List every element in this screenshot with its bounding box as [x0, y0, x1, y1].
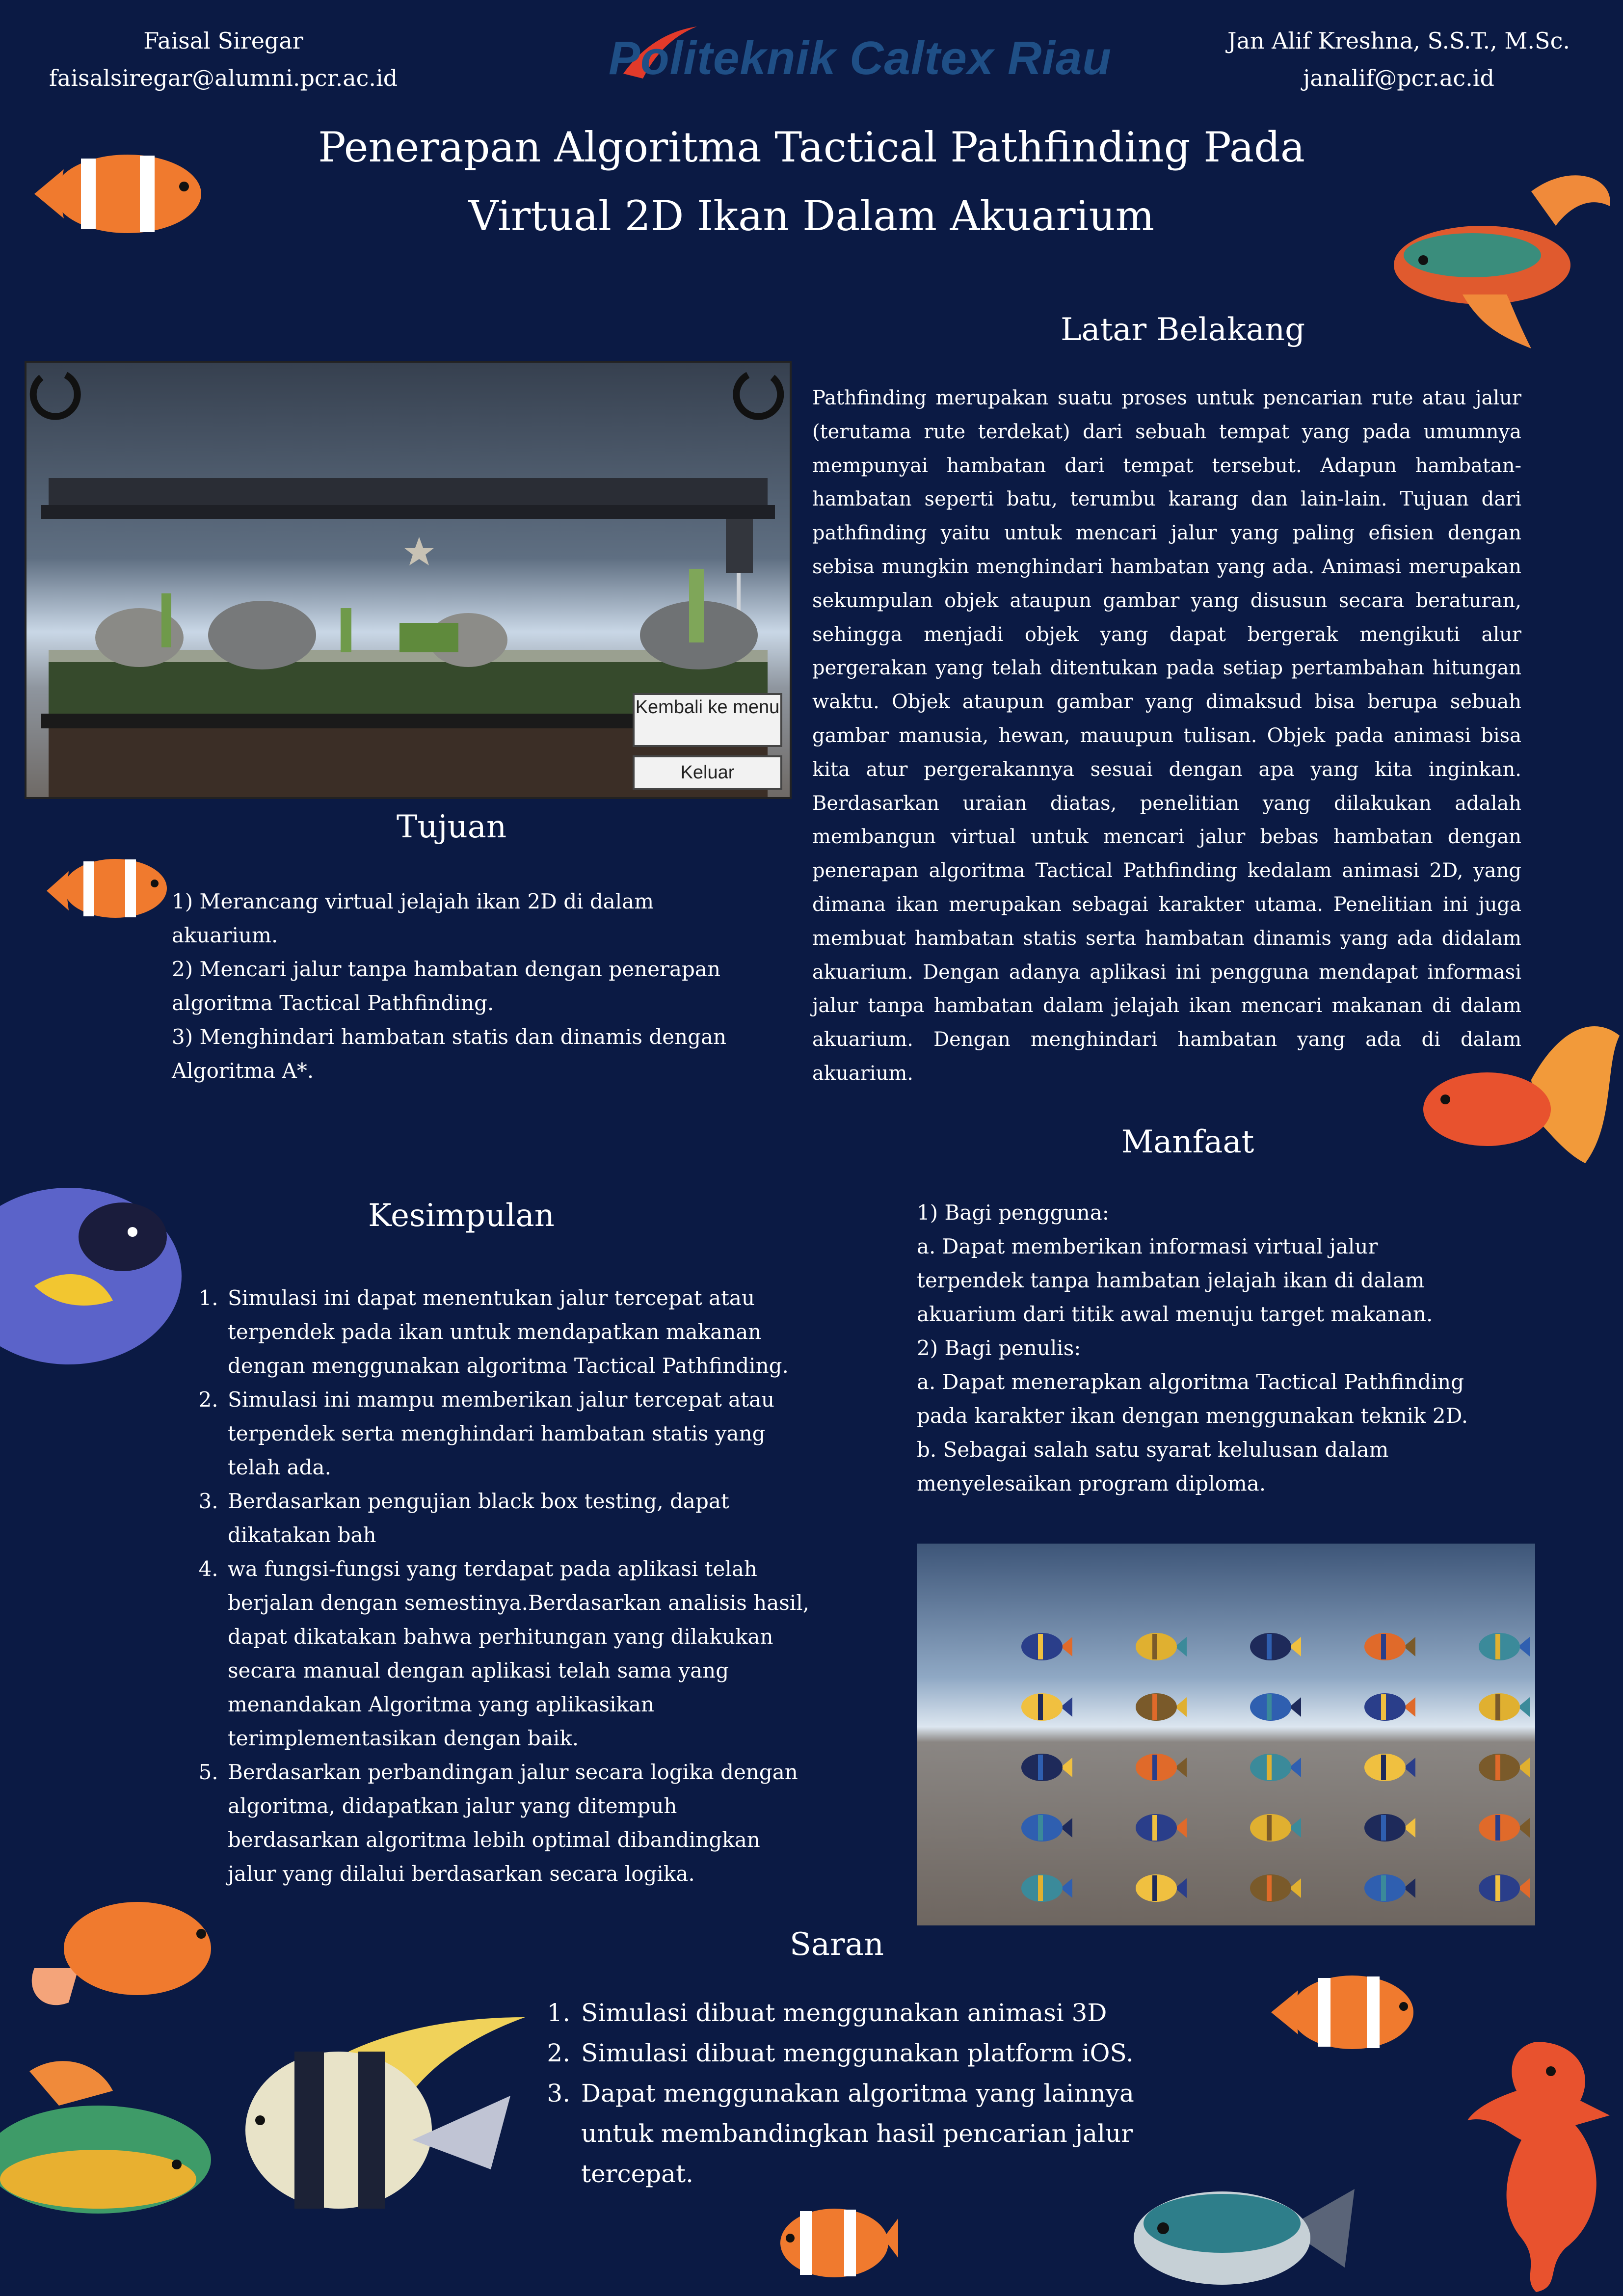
latar-belakang-heading: Latar Belakang: [1060, 312, 1305, 348]
red-fish-icon: [25, 1880, 236, 2022]
tujuan-item: 3) Menghindari hambatan statis dan dinamis dengan Algoritma A*.: [172, 1025, 727, 1083]
kesimpulan-item: 3. Berdasarkan pengujian black box testing, dapat dikatakan bah: [225, 1484, 810, 1552]
saran-heading: Saran: [790, 1926, 884, 1963]
manfaat-item: 2) Bagi penulis:: [917, 1336, 1081, 1360]
institution-logo: [604, 20, 1112, 98]
tujuan-list: [172, 884, 766, 1088]
logo-text: Politeknik Caltex Riau: [609, 32, 1112, 84]
clownfish-right-icon: [1271, 1963, 1418, 2061]
title-line-1: Penerapan Algoritma Tactical Pathfinding Pada: [318, 123, 1305, 171]
right-author-email: janalif@pcr.ac.id: [1303, 65, 1494, 91]
goldfish-icon: [1409, 1006, 1623, 1212]
left-author-email: faisalsiregar@alumni.pcr.ac.id: [49, 65, 398, 91]
kesimpulan-item: 1. Simulasi ini dapat menentukan jalur tercepat atau terpendek pada ikan untuk mendapatkan makanan dengan menggunakan algoritma Tactical Pathfinding.: [225, 1281, 810, 1383]
kesimpulan-item: 5. Berdasarkan perbandingan jalur secara logika dengan algoritma, didapatkan jalur yang ditempuh berdasarkan algoritma lebih optimal dibandingkan jalur yang dilalui berdasarkan secara logika.: [225, 1755, 810, 1891]
parrot-fish-icon: [0, 2052, 226, 2233]
tujuan-heading: Tujuan: [396, 809, 507, 845]
right-author: [1197, 22, 1600, 97]
pufferfish-icon: [1124, 2169, 1359, 2287]
kesimpulan-heading: Kesimpulan: [368, 1198, 555, 1234]
fish-sprites-image: [917, 1544, 1535, 1925]
kesimpulan-item: 2. Simulasi ini mampu memberikan jalur tercepat atau terpendek serta menghindari hambatan statis yang telah ada.: [225, 1383, 810, 1484]
left-author: [29, 22, 417, 97]
right-author-name: Jan Alif Kreshna, S.S.T., M.Sc.: [1227, 27, 1570, 54]
poster-title: [245, 113, 1378, 250]
clownfish-small-icon: [47, 847, 169, 930]
clownfish-bottom-icon: [771, 2189, 898, 2287]
saran-item: 1. Simulasi dibuat menggunakan animasi 3D: [578, 1993, 1148, 2033]
saran-item: 2. Simulasi dibuat menggunakan platform iOS.: [578, 2033, 1148, 2073]
manfaat-heading: Manfaat: [1121, 1124, 1254, 1160]
saran-list: [555, 1993, 1148, 2194]
seahorse-icon: [1448, 2032, 1623, 2296]
aquarium-screenshot: [25, 361, 792, 799]
clownfish-icon: [29, 145, 206, 243]
manfaat-item: a. Dapat menerapkan algoritma Tactical Pathfinding pada karakter ikan dengan menggunakan teknik 2D.: [917, 1370, 1468, 1428]
kesimpulan-list: [201, 1281, 810, 1891]
back-to-menu-button[interactable]: Kembali ke menu: [633, 693, 782, 747]
fish-sprites-scene: [917, 1544, 1535, 1925]
manfaat-item: a. Dapat memberikan informasi virtual jalur terpendek tanpa hambatan jelajah ikan di dalam akuarium dari titik awal menuju target makanan.: [917, 1234, 1433, 1326]
manfaat-item: 1) Bagi pengguna:: [917, 1201, 1109, 1225]
kesimpulan-item: 4. wa fungsi-fungsi yang terdapat pada aplikasi telah berjalan dengan semestinya.Berdasarkan analisis hasil, dapat dikatakan bahwa perhitungan yang dilakukan secara manual dengan aplikasi telah sama yang menandakan Algoritma yang aplikasikan terimplementasikan dengan baik.: [225, 1552, 810, 1755]
left-author-name: Faisal Siregar: [143, 27, 303, 54]
tujuan-item: 2) Mencari jalur tanpa hambatan dengan penerapan algoritma Tactical Pathfinding.: [172, 957, 721, 1015]
tujuan-item: 1) Merancang virtual jelajah ikan 2D di dalam akuarium.: [172, 889, 654, 947]
moorish-idol-icon: [216, 2007, 530, 2253]
manfaat-item: b. Sebagai salah satu syarat kelulusan dalam menyelesaikan program diploma.: [917, 1438, 1389, 1495]
saran-item: 3. Dapat menggunakan algoritma yang lainnya untuk membandingkan hasil pencarian jalur tercepat.: [578, 2073, 1148, 2194]
manfaat-list: [917, 1196, 1486, 1500]
title-line-2: Virtual 2D Ikan Dalam Akuarium: [468, 192, 1155, 240]
wrasse-fish-icon: [1384, 162, 1620, 358]
tang-fish-icon: [0, 1173, 186, 1379]
exit-button[interactable]: Keluar: [633, 755, 782, 790]
latar-belakang-text: Pathfinding merupakan suatu proses untuk pencarian rute atau jalur (terutama rute terdekat) dari sebuah tempat yang pada umumnya mempunyai hambatan dari tempat tersebut. Adapun hambatan-hambatan seperti batu, terumbu karang dan lain-lain. Tujuan dari pathfinding yaitu untuk mencari jalur yang paling efisien dengan sebisa mungkin menghindari hambatan yang ada. Animasi merupakan sekumpulan objek ataupun gambar yang disusun secara beraturan, sehingga menjadi objek yang dapat bergerak mengikuti alur pergerakan yang telah ditentukan pada setiap pertambahan hitungan waktu. Objek ataupun gambar yang dimaksud bisa berupa sebuah gambar manusia, hewan, mauupun tulisan. Objek pada animasi bisa kita atur pergerakannya sesuai dengan apa yang kita inginkan. Berdasarkan uraian diatas, penelitian yang dilakukan adalah membangun virtual untuk mencari jalur bebas hambatan dengan penerapan algoritma Tactical Pathfinding kedalam animasi 2D, yang dimana ikan merupakan sebagai karakter utama. Penelitian ini juga membuat hambatan statis serta hambatan dinamis yang ada didalam akuarium. Dengan adanya aplikasi ini pengguna mendapat informasi jalur tanpa hambatan dalam jelajah ikan mencari makanan di dalam akuarium. Dengan menghindari hambatan yang ada di dalam akuarium.: [812, 387, 1521, 1085]
